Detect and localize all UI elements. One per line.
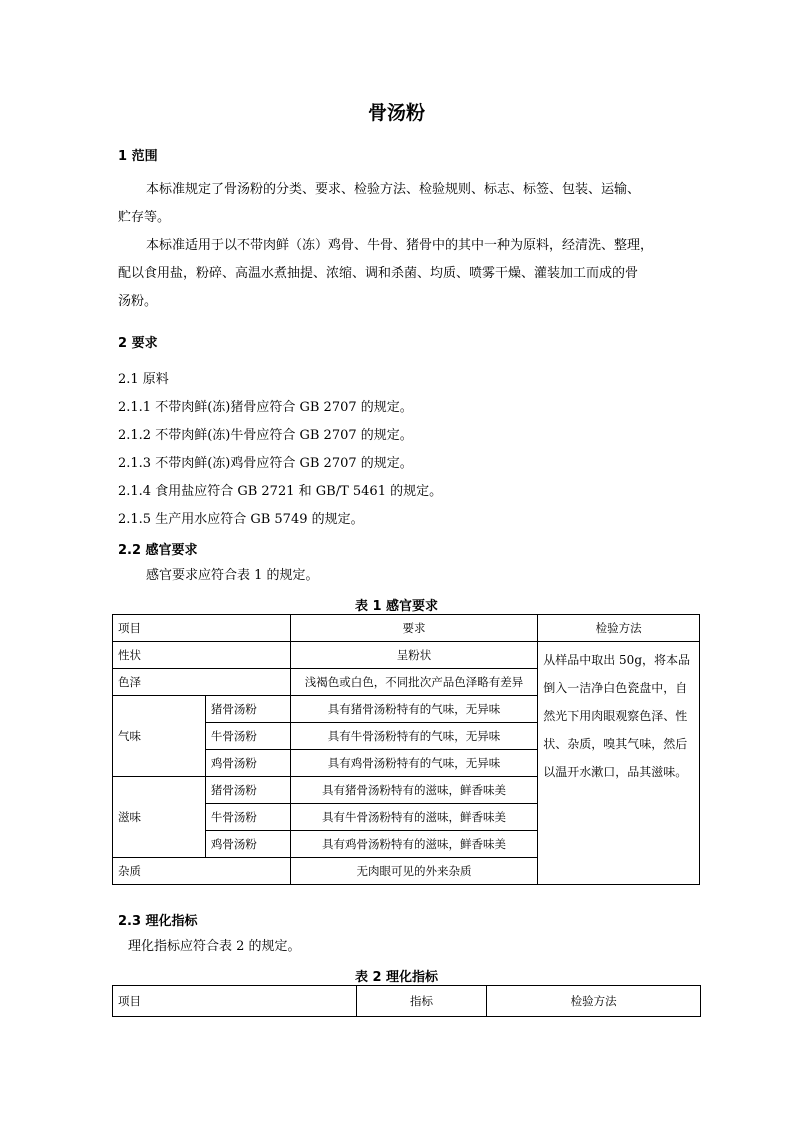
header-item: 项目 bbox=[113, 615, 291, 642]
section-2-1-5: 2.1.5 生产用水应符合 GB 5749 的规定。 bbox=[118, 512, 364, 527]
impurities-requirement: 无肉眼可见的外来杂质 bbox=[290, 858, 538, 885]
scope-paragraph-2-line-1: 本标准适用于以不带肉鲜（冻）鸡骨、牛骨、猪骨中的其中一种为原料，经清洗、整理， bbox=[146, 238, 654, 253]
header-method: 检验方法 bbox=[538, 615, 700, 642]
table-2-caption: 表 2 理化指标 bbox=[354, 970, 439, 985]
row-label-impurities: 杂质 bbox=[113, 858, 291, 885]
header-index: 指标 bbox=[356, 986, 487, 1017]
section-2-1-3: 2.1.3 不带肉鲜(冻)鸡骨应符合 GB 2707 的规定。 bbox=[118, 456, 413, 471]
header-item: 项目 bbox=[113, 986, 357, 1017]
table-row bbox=[113, 642, 700, 669]
section-2-1-1: 2.1.1 不带肉鲜(冻)猪骨应符合 GB 2707 的规定。 bbox=[118, 400, 413, 415]
section-2-2-heading: 2.2 感官要求 bbox=[118, 543, 198, 558]
scope-paragraph-2-line-3: 汤粉。 bbox=[118, 294, 158, 309]
row-label-color: 色泽 bbox=[113, 669, 291, 696]
scope-paragraph-2-line-2: 配以食用盐，粉碎、高温水煮抽提、浓缩、调和杀菌、均质、喷雾干燥、灌装加工而成的骨 bbox=[118, 266, 639, 281]
sub-chicken: 鸡骨汤粉 bbox=[205, 750, 290, 777]
table-2-physicochemical bbox=[112, 985, 701, 1017]
sub-beef: 牛骨汤粉 bbox=[205, 723, 290, 750]
odor-pork: 具有猪骨汤粉特有的气味，无异味 bbox=[290, 696, 538, 723]
section-2-1: 2.1 原料 bbox=[118, 372, 169, 387]
color-requirement: 浅褐色或白色，不同批次产品色泽略有差异 bbox=[290, 669, 538, 696]
odor-beef: 具有牛骨汤粉特有的气味，无异味 bbox=[290, 723, 538, 750]
section-2-1-4: 2.1.4 食用盐应符合 GB 2721 和 GB/T 5461 的规定。 bbox=[118, 484, 443, 499]
section-2-heading: 2 要求 bbox=[118, 336, 158, 351]
sub-beef: 牛骨汤粉 bbox=[205, 804, 290, 831]
page-title: 骨汤粉 bbox=[367, 102, 425, 124]
taste-beef: 具有牛骨汤粉特有的滋味，鲜香味美 bbox=[290, 804, 538, 831]
form-requirement: 呈粉状 bbox=[290, 642, 538, 669]
test-method-text: 从样品中取出 50g，将本品倒入一洁净白色瓷盘中，自然光下用肉眼观察色泽、性状、杂质，嗅其气味，然后以温开水漱口，品其滋味。 bbox=[538, 642, 700, 885]
table-row bbox=[113, 615, 700, 642]
section-2-2-text: 感官要求应符合表 1 的规定。 bbox=[146, 568, 319, 583]
header-method: 检验方法 bbox=[487, 986, 701, 1017]
table-1-caption: 表 1 感官要求 bbox=[354, 599, 439, 614]
table-row bbox=[113, 986, 701, 1017]
section-1-heading: 1 范围 bbox=[118, 149, 158, 164]
sub-pork: 猪骨汤粉 bbox=[205, 696, 290, 723]
header-requirement: 要求 bbox=[290, 615, 538, 642]
row-label-odor: 气味 bbox=[113, 696, 206, 777]
section-2-1-2: 2.1.2 不带肉鲜(冻)牛骨应符合 GB 2707 的规定。 bbox=[118, 428, 413, 443]
section-2-3-heading: 2.3 理化指标 bbox=[118, 914, 198, 929]
row-label-form: 性状 bbox=[113, 642, 291, 669]
table-1-sensory bbox=[112, 614, 700, 885]
sub-chicken: 鸡骨汤粉 bbox=[205, 831, 290, 858]
section-2-3-text: 理化指标应符合表 2 的规定。 bbox=[128, 939, 301, 954]
scope-paragraph-1-line-1: 本标准规定了骨汤粉的分类、要求、检验方法、检验规则、标志、标签、包装、运输、 bbox=[146, 182, 641, 197]
odor-chicken: 具有鸡骨汤粉特有的气味，无异味 bbox=[290, 750, 538, 777]
taste-chicken: 具有鸡骨汤粉特有的滋味，鲜香味美 bbox=[290, 831, 538, 858]
sub-pork: 猪骨汤粉 bbox=[205, 777, 290, 804]
taste-pork: 具有猪骨汤粉特有的滋味，鲜香味美 bbox=[290, 777, 538, 804]
scope-paragraph-1-line-2: 贮存等。 bbox=[118, 210, 171, 225]
row-label-taste: 滋味 bbox=[113, 777, 206, 858]
